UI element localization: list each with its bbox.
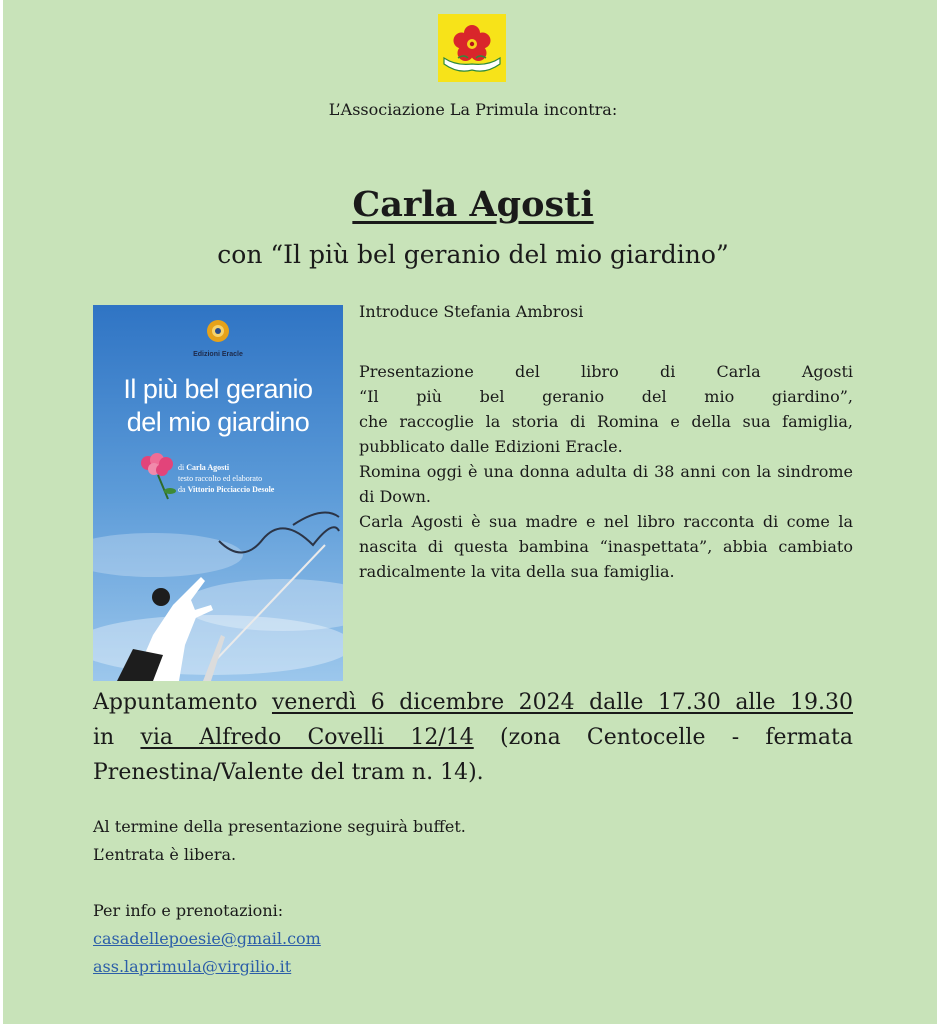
buffet-note: Al termine della presentazione seguirà buffet.	[93, 817, 466, 836]
flyer-page	[3, 0, 937, 1024]
description-line: “Il più bel geranio del mio giardino”,	[359, 387, 853, 406]
book-cover-title-line2: del mio giardino	[126, 407, 310, 437]
appointment-zone-continued: Prenestina/Valente del tram n. 14).	[93, 760, 484, 785]
primula-logo-icon	[438, 14, 506, 82]
closing-notes	[93, 813, 466, 869]
appointment-address: via Alfredo Covelli 12/14	[140, 725, 474, 750]
book-description	[359, 359, 853, 584]
email-link-laprimula[interactable]: ass.laprimula@virgilio.it	[93, 957, 292, 976]
entry-note: L’entrata è libera.	[93, 845, 237, 864]
description-paragraph: Romina oggi è una donna adulta di 38 anni con la sindrome di Down.	[359, 462, 853, 506]
appointment-date-time: venerdì 6 dicembre 2024 dalle 17.30 alle 19.30	[271, 690, 853, 715]
book-cover-credit-line: testo raccolto ed elaborato	[178, 474, 263, 483]
description-paragraph: Carla Agosti è sua madre e nel libro racconta di come la nascita di questa bambina “inaspettata”, abbia cambiato radicalmente la vita della sua famiglia.	[359, 512, 853, 581]
book-cover-title	[93, 373, 343, 439]
email-link-casadellepoesie[interactable]: casadellepoesie@gmail.com	[93, 929, 321, 948]
description-line: che raccoglie la storia di Romina e della sua famiglia,	[359, 412, 853, 431]
book-cover-credits	[178, 462, 274, 495]
contact-heading: Per info e prenotazioni:	[93, 901, 284, 920]
book-cover-credit-name: Vittorio Picciaccio Desole	[187, 485, 275, 494]
book-cover-author: Carla Agosti	[186, 463, 230, 472]
book-cover-image	[93, 305, 343, 681]
appointment-zone: (zona Centocelle - fermata	[499, 725, 853, 750]
association-intro: L’Associazione La Primula incontra:	[328, 100, 618, 119]
appointment-label: Appuntamento	[93, 690, 258, 715]
introducer-text: Introduce Stefania Ambrosi	[359, 302, 584, 321]
book-cover-by-prefix: di	[178, 463, 187, 472]
book-cover-publisher: Edizioni Eracle	[193, 351, 243, 358]
book-cover-credit-prefix: da	[178, 485, 188, 494]
description-line: Presentazione del libro di Carla Agosti	[359, 362, 853, 381]
event-author-title: Carla Agosti	[352, 184, 594, 225]
appointment-in: in	[93, 725, 115, 750]
appointment-info	[93, 685, 853, 790]
book-cover-title-line1: Il più bel geranio	[123, 374, 313, 404]
contact-info	[93, 897, 321, 981]
description-line: pubblicato dalle Edizioni Eracle.	[359, 437, 623, 456]
event-book-subtitle: con “Il più bel geranio del mio giardino”	[217, 240, 729, 269]
